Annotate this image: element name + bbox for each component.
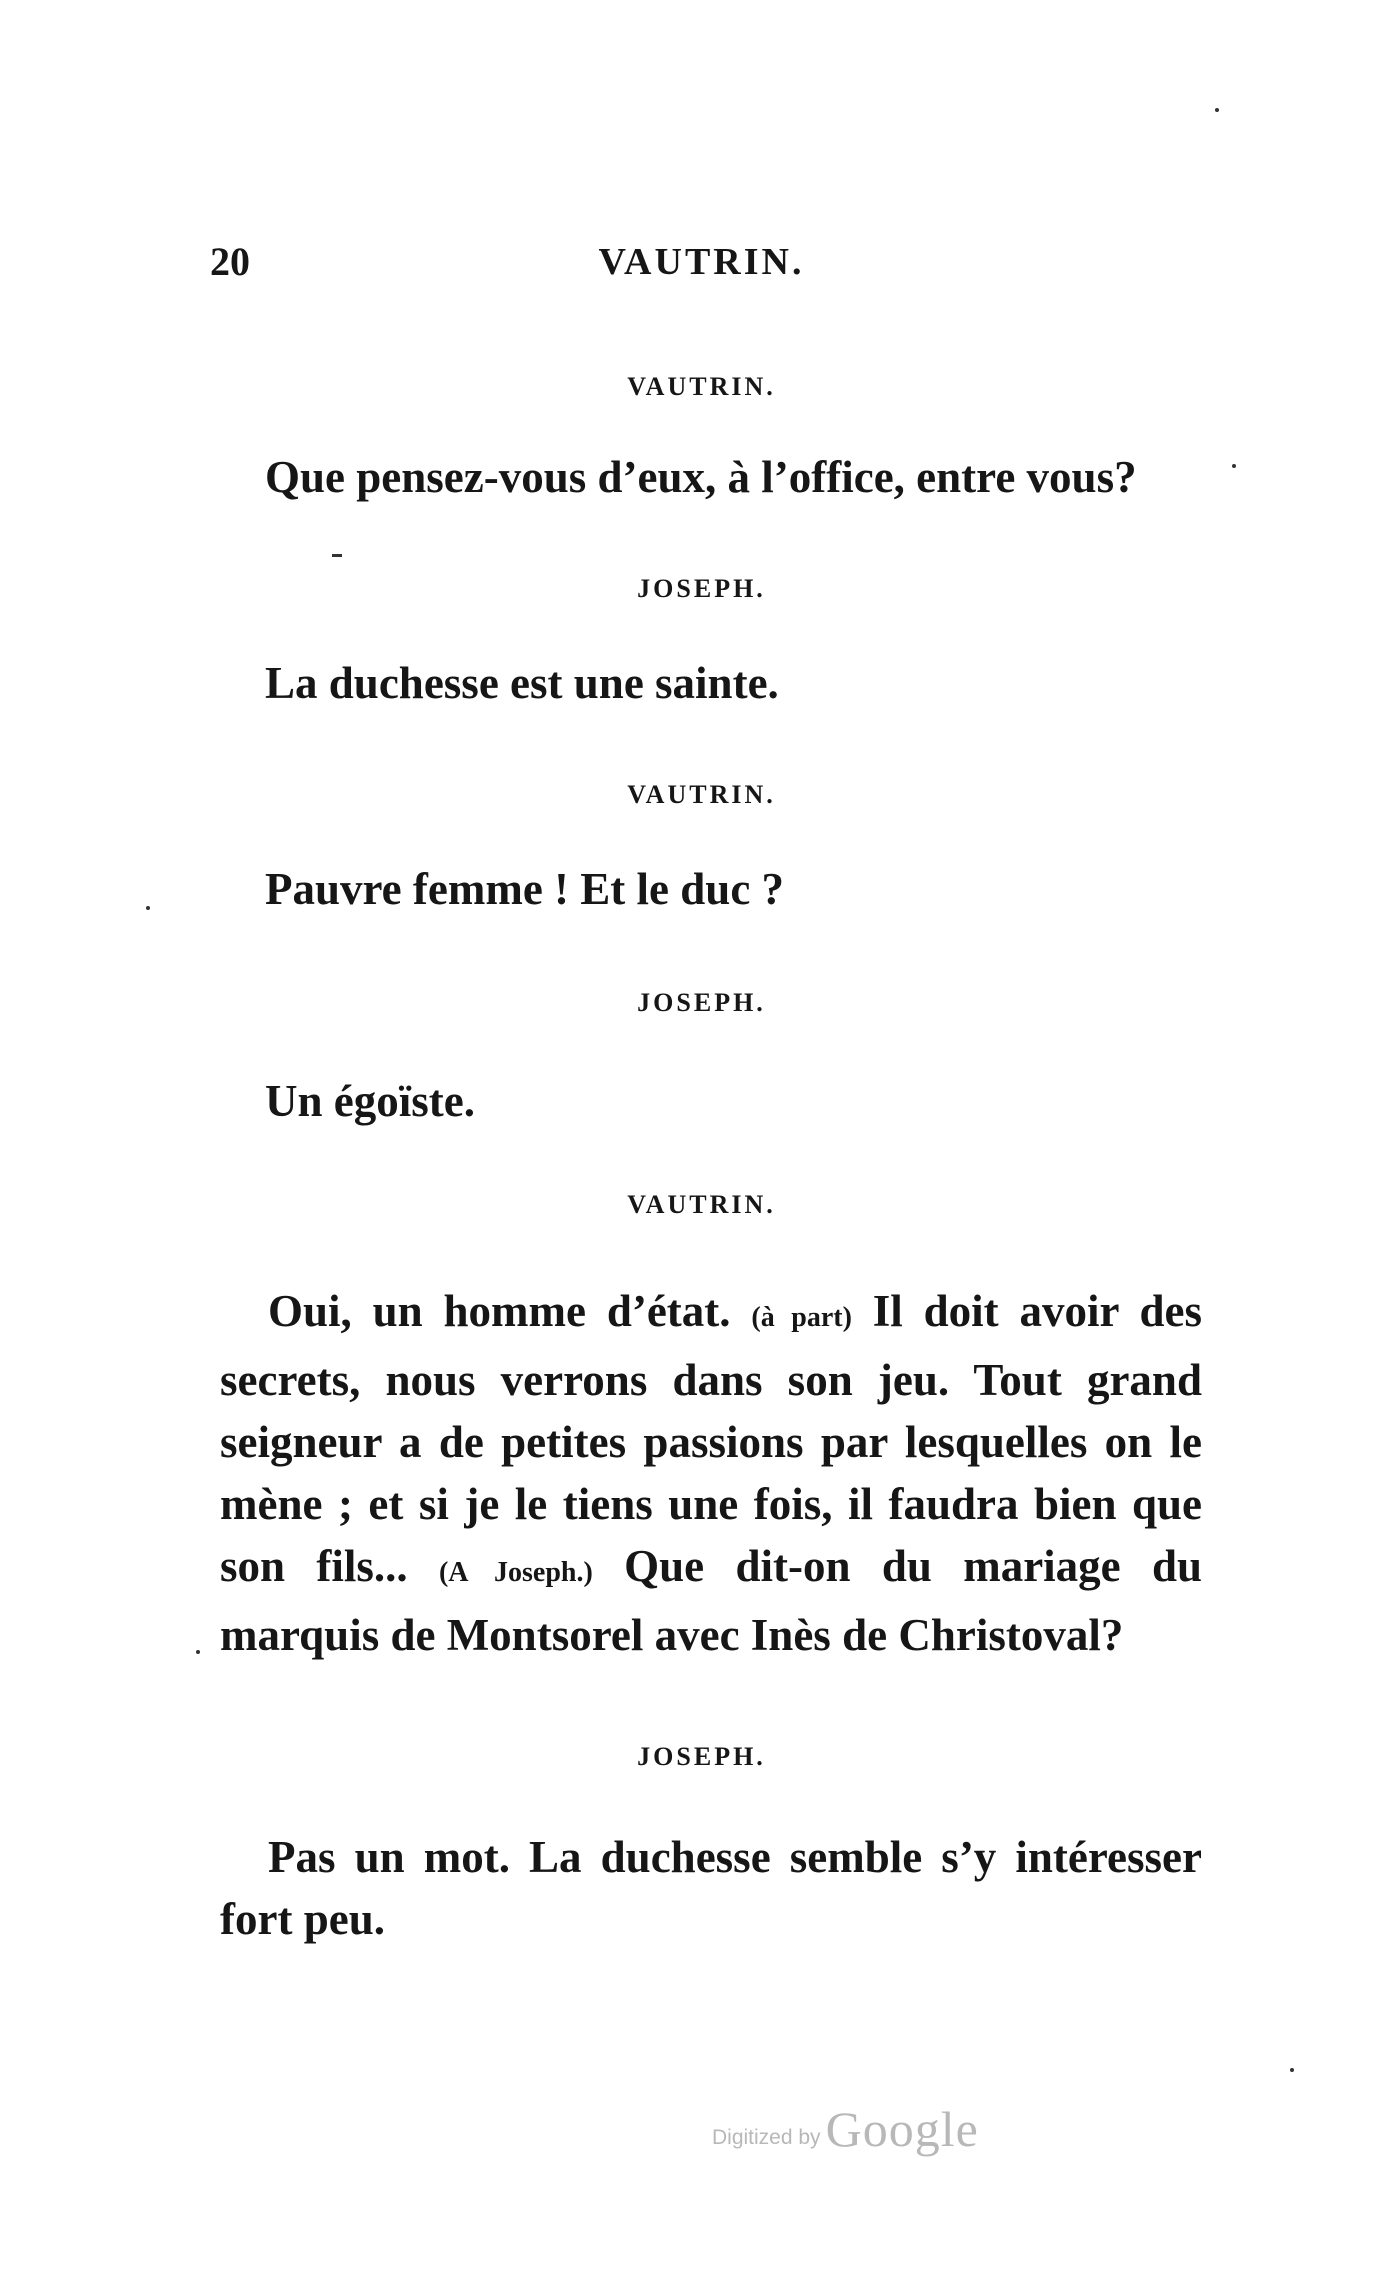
dialogue-line: La duchesse est une sainte. bbox=[265, 658, 779, 708]
scan-speck bbox=[1290, 2068, 1294, 2072]
scan-speck bbox=[1232, 464, 1236, 468]
page-number: 20 bbox=[210, 239, 250, 284]
scan-speck bbox=[196, 1650, 200, 1654]
speaker-label: VAUTRIN. bbox=[627, 372, 776, 401]
paragraph-text: Pas un mot. La duchesse semble s’y intéresser fort peu. bbox=[220, 1832, 1202, 1944]
digitized-by-watermark bbox=[712, 2100, 979, 2158]
google-logo: Google bbox=[825, 2101, 979, 2157]
scan-speck bbox=[332, 554, 342, 557]
paragraph-text: Il doit avoir des secrets, nous verrons dans son jeu. Tout grand seigneur a de petites passions par lesquelles on le mène ; et si je le tiens une fois, il faudra bien que son fils... bbox=[220, 1286, 1202, 1591]
speaker-label: JOSEPH. bbox=[637, 574, 766, 603]
dialogue-line: Un égoïste. bbox=[265, 1076, 475, 1126]
speaker-label: JOSEPH. bbox=[637, 988, 766, 1017]
dialogue-line: Que pensez-vous d’eux, à l’office, entre vous? bbox=[265, 452, 1137, 502]
watermark-prefix: Digitized by bbox=[712, 2126, 821, 2149]
dialogue-paragraph bbox=[220, 1826, 1202, 1950]
stage-direction: (A Joseph.) bbox=[438, 1557, 593, 1588]
running-title: VAUTRIN. bbox=[598, 241, 805, 283]
speaker-label: VAUTRIN. bbox=[627, 1190, 776, 1219]
speaker-label: JOSEPH. bbox=[637, 1742, 766, 1771]
scan-speck bbox=[146, 906, 150, 910]
paragraph-text: Que dit-on du mariage du marquis de Montsorel avec Inès de Christoval? bbox=[220, 1541, 1203, 1660]
paragraph-text: Oui, un homme d’état. bbox=[268, 1286, 731, 1336]
speaker-label: VAUTRIN. bbox=[627, 780, 776, 809]
stage-direction: (à part) bbox=[751, 1302, 852, 1333]
dialogue-line: Pauvre femme ! Et le duc ? bbox=[265, 864, 785, 914]
scan-speck bbox=[1215, 108, 1219, 112]
dialogue-paragraph bbox=[220, 1280, 1202, 1666]
